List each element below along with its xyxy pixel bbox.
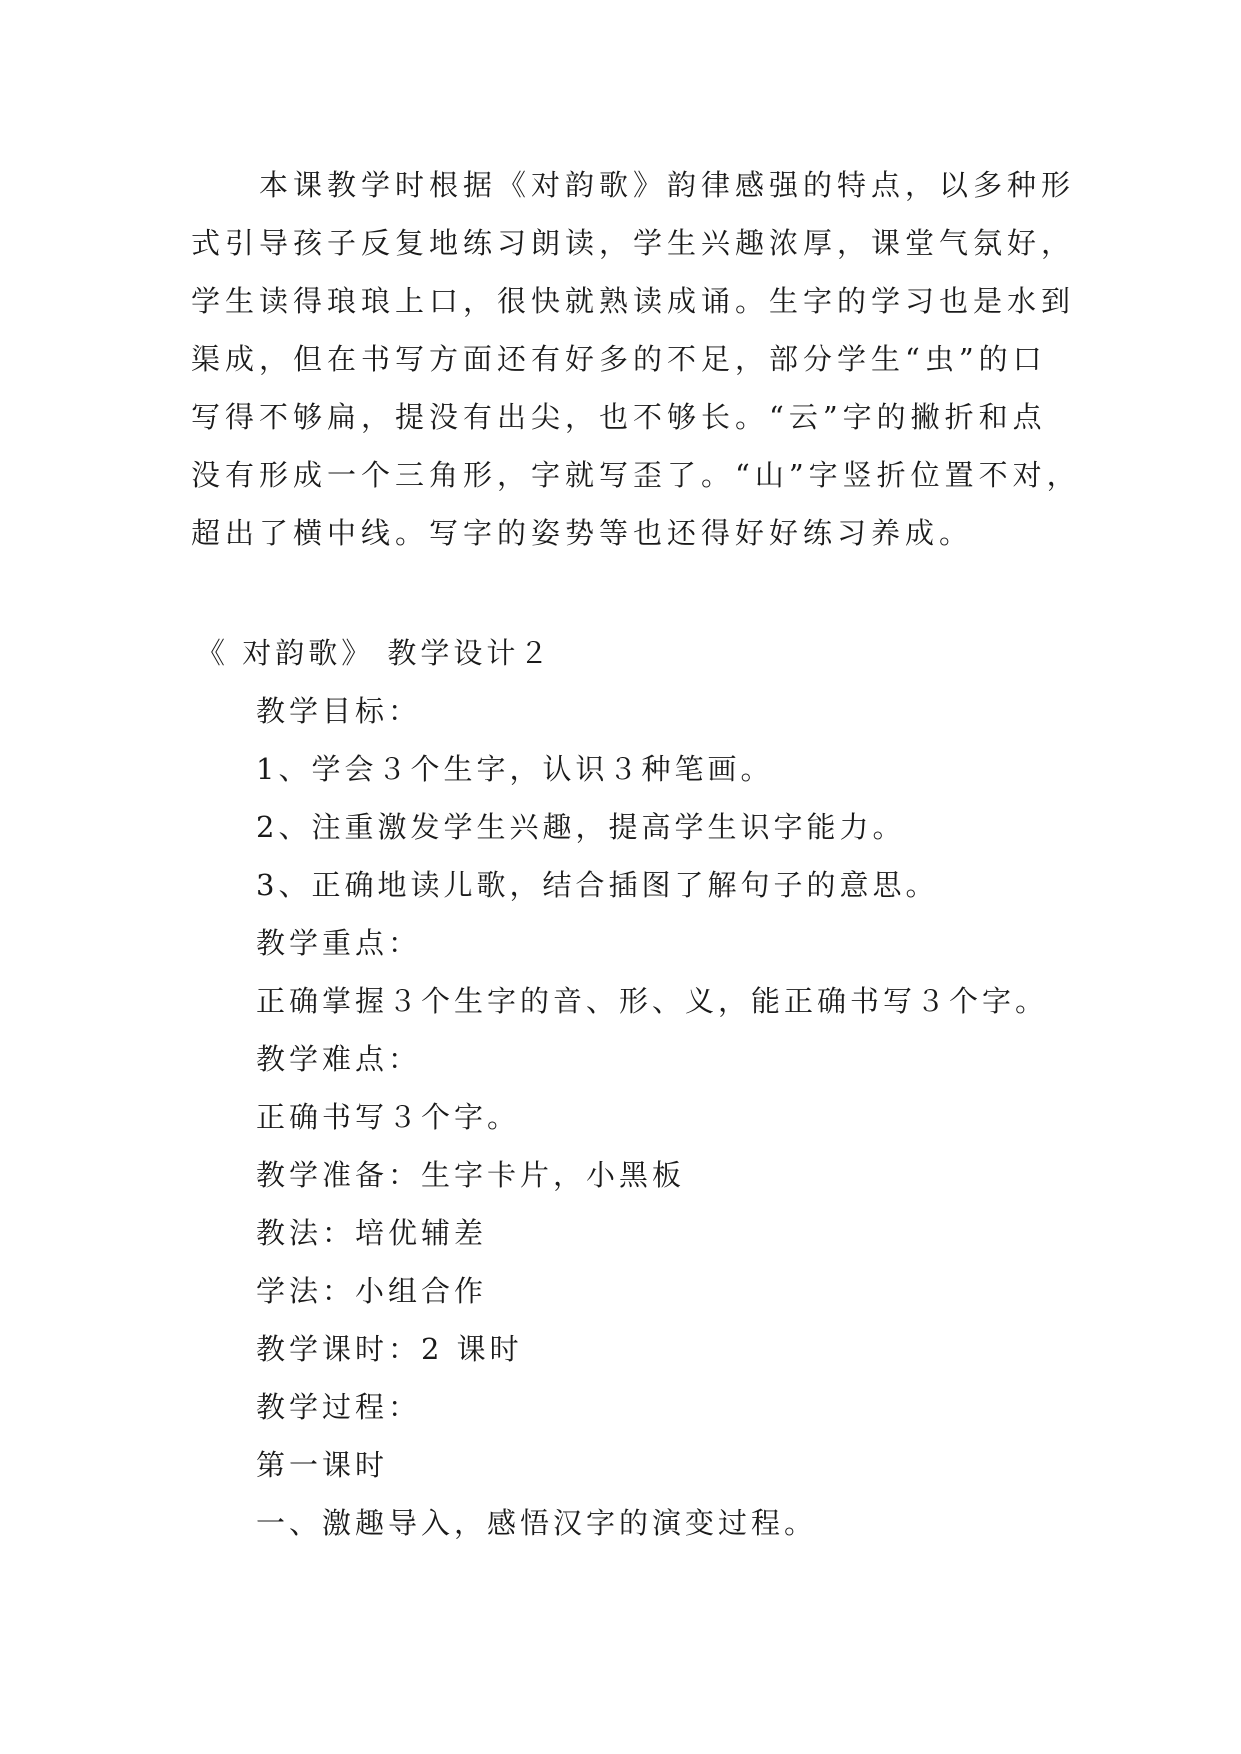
paragraph-line: 超出了横中线。写字的姿势等也还得好好练习养成。 xyxy=(191,516,974,550)
section-title: 《 对韵歌》 教学设计２ xyxy=(196,636,553,670)
list-item: 教学准备：生字卡片，小黑板 xyxy=(256,1158,686,1192)
list-item: 正确书写３个字。 xyxy=(256,1100,521,1134)
heading-objectives: 教学目标： xyxy=(256,694,422,728)
list-item: 教学课时：2 课时 xyxy=(256,1332,523,1366)
list-item: 3、正确地读儿歌，结合插图了解句子的意思。 xyxy=(256,868,939,902)
paragraph-line: 没有形成一个三角形，字就写歪了。“山”字竖折位置不对， xyxy=(191,458,1081,492)
heading-difficulties: 教学难点： xyxy=(256,1042,422,1076)
paragraph-line: 本课教学时根据《对韵歌》韵律感强的特点，以多种形 xyxy=(191,168,1076,202)
paragraph-line: 写得不够扁，提没有出尖，也不够长。“云”字的撇折和点 xyxy=(191,400,1047,434)
paragraph-line: 式引导孩子反复地练习朗读，学生兴趣浓厚，课堂气氛好， xyxy=(191,226,1076,260)
list-item: 1、学会３个生字，认识３种笔画。 xyxy=(256,752,774,786)
heading-process: 教学过程： xyxy=(256,1390,422,1424)
list-item: 教法：培优辅差 xyxy=(256,1216,488,1250)
list-item: 学法：小组合作 xyxy=(256,1274,488,1308)
list-item: 正确掌握３个生字的音、形、义，能正确书写３个字。 xyxy=(256,984,1049,1018)
paragraph-line: 学生读得琅琅上口，很快就熟读成诵。生字的学习也是水到 xyxy=(191,284,1076,318)
list-item: 一、激趣导入，感悟汉字的演变过程。 xyxy=(256,1506,818,1540)
list-item: 2、注重激发学生兴趣，提高学生识字能力。 xyxy=(256,810,906,844)
list-item: 第一课时 xyxy=(256,1448,389,1482)
paragraph-line: 渠成，但在书写方面还有好多的不足，部分学生“虫”的口 xyxy=(191,342,1047,376)
heading-key-points: 教学重点： xyxy=(256,926,422,960)
